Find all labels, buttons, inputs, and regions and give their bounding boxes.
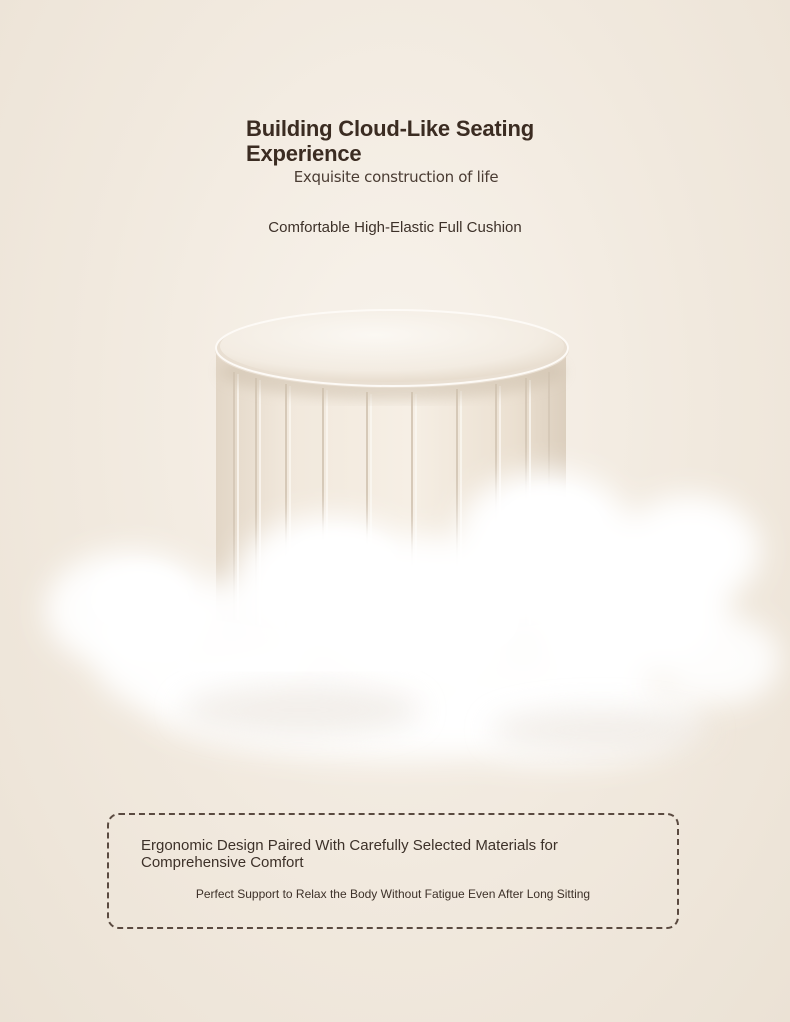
page-title: Building Cloud-Like Seating Experience (246, 116, 534, 166)
product-scene (0, 280, 790, 820)
page-subtitle: Exquisite construction of life (293, 168, 499, 186)
info-heading: Ergonomic Design Paired With Carefully Selected Materials for Comprehensive Comfort (141, 837, 558, 871)
feature-info-box (107, 813, 679, 929)
feature-tagline: Comfortable High-Elastic Full Cushion (268, 219, 522, 236)
info-detail: Perfect Support to Relax the Body Without Fatigue Even After Long Sitting (195, 887, 591, 901)
product-illustration (0, 280, 790, 820)
